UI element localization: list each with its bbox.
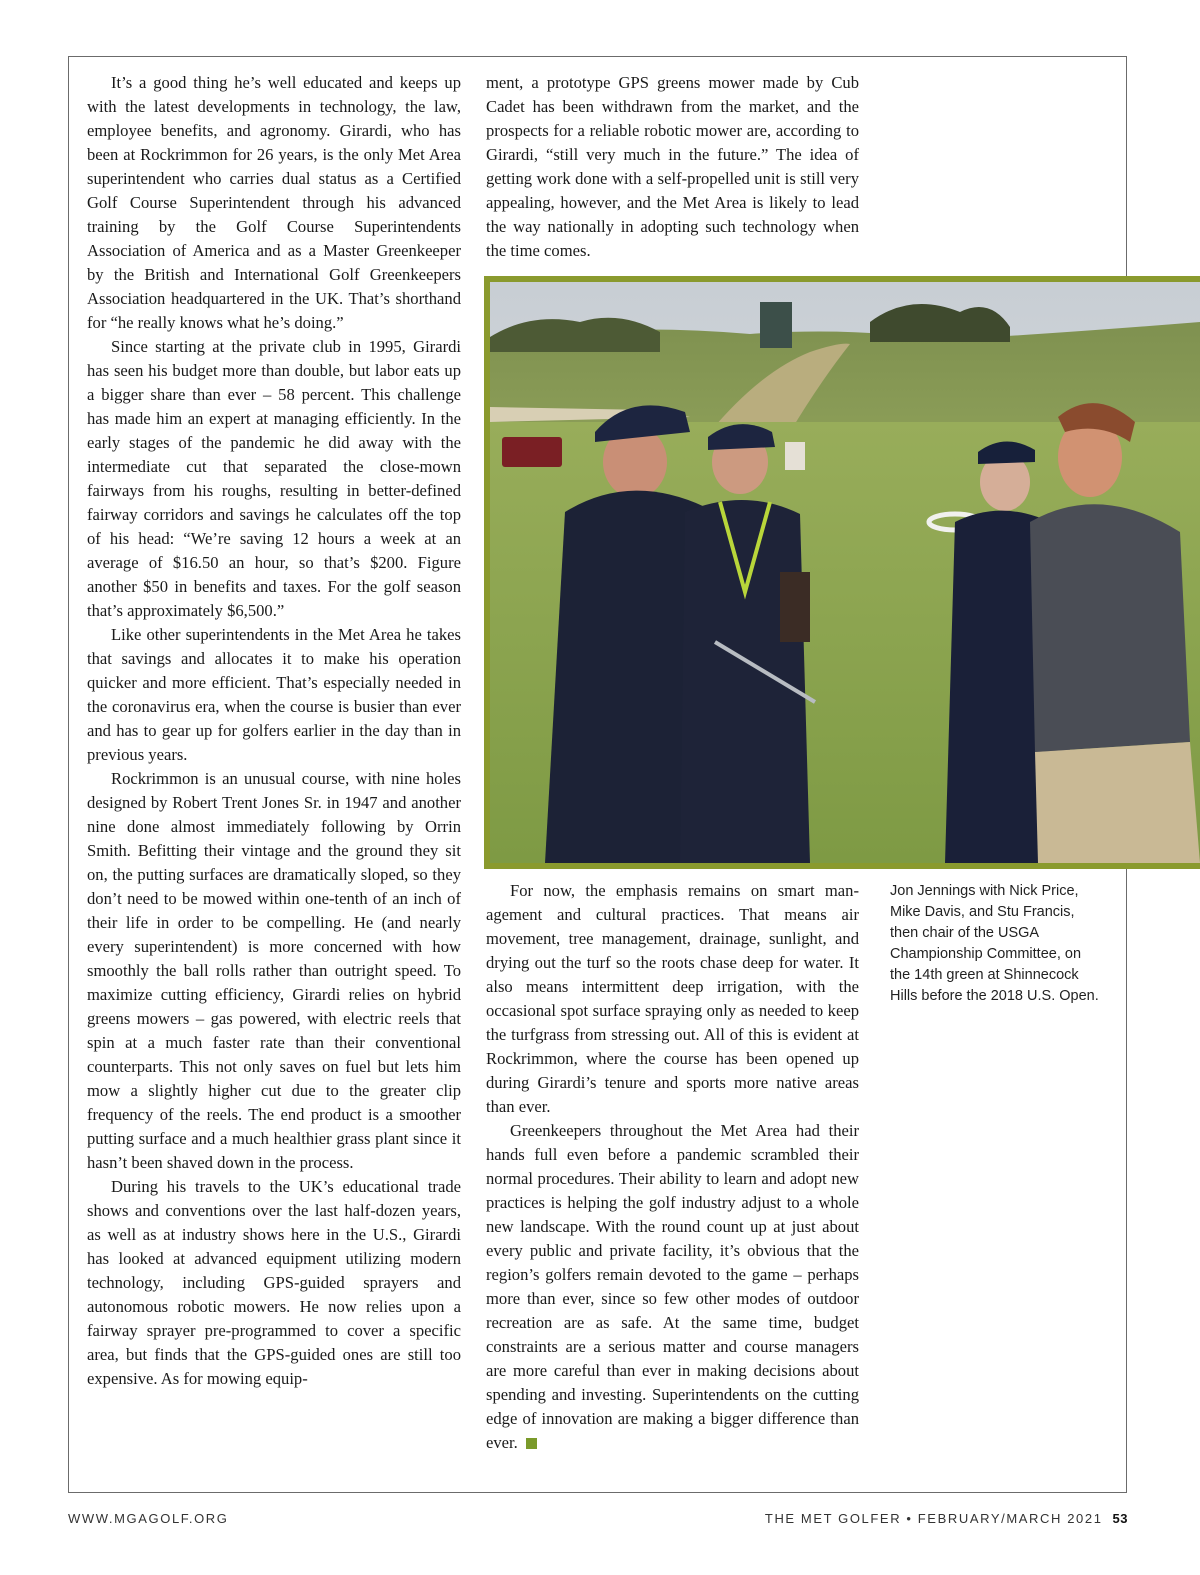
photo-frame — [484, 276, 1200, 869]
photo-caption: Jon Jennings with Nick Price, Mike Davis, and Stu Francis, then chair of the USGA Championship Committee, on the 14th green at Shinnecock Hills before the 2018 U.S. Open. — [890, 883, 1099, 1004]
article-paragraph: For now, the emphasis remains on smart management and cultural practices. That means air movement, tree management, drainage, sunlight, and drying out the turf so the roots chase deep for water. It also means intermittent deep irrigation, with the occasional spot surface spraying only as needed to keep the turfgrass from stressing out. All of this is evident at Rockrimmon, where the course has been opened up during Girardi’s tenure and sports more native areas than ever. — [486, 881, 859, 1116]
article-paragraph-text: Greenkeepers throughout the Met Area had their hands full even before a pandemic scrambled their normal procedures. Their ability to learn and adopt new practices is helping the golf industry adjust to a whole new landscape. With the round count up at just about every public and private facility, it’s obvious that the region’s golfers remain devoted to the game – perhaps more than ever, since so few other modes of outdoor recreation are as safe. At the same time, budget constraints are a serious matter and course managers are more careful than ever in making decisions about spending and investing. Superintendents on the cutting edge of innovation are making a bigger difference than ever. — [486, 1121, 859, 1452]
article-paragraph: During his travels to the UK’s educational trade shows and conventions over the last half-dozen years, as well as at industry shows here in the U.S., Girardi has looked at advanced equipment utilizing modern technology, including GPS-guided sprayers and autonomous robotic mowers. He now relies upon a fairway sprayer pre-programmed to cover a specific area, but finds that the GPS-guided ones are still too expensive. As for mowing equip- — [87, 1177, 461, 1388]
article-paragraph: Rockrimmon is an unusual course, with nine holes designed by Robert Trent Jones Sr. in 1947 and another nine done almost immediately following by Orrin Smith. Befitting their vintage and the ground they sit on, the putting surfaces are dramatically sloped, so they don’t need to be mowed within one-tenth of an inch of their life in order to be compelling. He (and nearly every superintendent) is more concerned with how smoothly the ball rolls rather than outright speed. To maximize cutting efficiency, Girardi relies on hybrid greens mowers – gas powered, with electric reels that spin at a much faster rate than their conventional counterparts. This not only saves on fuel but lets him mow a slightly higher cut due to the greater clip frequency of the reels. The end product is a smoother putting surface and a much healthier grass plant since it hasn’t been shaved down in the process. — [87, 769, 461, 1172]
article-paragraph — [486, 1119, 859, 1455]
article-paragraph: It’s a good thing he’s well educated and keeps up with the latest developments in technology, the law, employee benefits, and agronomy. Girardi, who has been at Rockrimmon for 26 years, is the only Met Area superintendent who carries dual status as a Certified Golf Course Superintendent through his advanced training by the Golf Course Superintendents Association of America and as a Master Greenkeeper by the British and International Golf Greenkeepers Association headquartered in the UK. That’s shorthand for “he really knows what he’s doing.” — [87, 73, 461, 332]
article-column-left — [87, 71, 461, 1391]
footer-publication: THE MET GOLFER • FEBRUARY/MARCH 2021 — [764, 1511, 1103, 1526]
footer-publication-info — [765, 1511, 1128, 1526]
footer-website: WWW.MGAGOLF.ORG — [68, 1511, 229, 1526]
article-paragraph: Since starting at the private club in 1995, Girardi has seen his budget more than double, but labor eats up a bigger share than ever – 58 percent. This challenge has made him an expert at managing efficiently. In the early stages of the pandemic he did away with the intermediate cut that separated the close-mown fairways from his roughs, resulting in better-defined fairway corridors and savings he calculates off the top of his head: “We’re saving 12 hours a week at an average of $16.50 an hour, so that’s $200. Figure another $50 in benefits and taxes. For the golf season that’s approximately $6,500.” — [87, 337, 461, 620]
end-of-article-square-icon — [526, 1438, 537, 1449]
article-paragraph: ment, a prototype GPS greens mower made by Cub Cadet has been withdrawn from the market, and the prospects for a reliable robotic mower are, according to Girardi, “still very much in the future.” The idea of getting work done with a self-propelled unit is still very appealing, however, and the Met Area is likely to lead the way nationally in adopting such technology when the time comes. — [486, 73, 859, 260]
article-paragraph: Like other superintendents in the Met Area he takes that savings and allocates it to make his operation quicker and more efficient. That’s especially needed in the coronavirus era, when the course is busier than ever and has to gear up for golfers earlier in the day than in previous years. — [87, 625, 461, 764]
golf-green-photo — [490, 282, 1200, 863]
article-column-right-bottom — [486, 879, 859, 1455]
article-column-right-top — [486, 71, 859, 263]
page-number: 53 — [1112, 1511, 1128, 1526]
